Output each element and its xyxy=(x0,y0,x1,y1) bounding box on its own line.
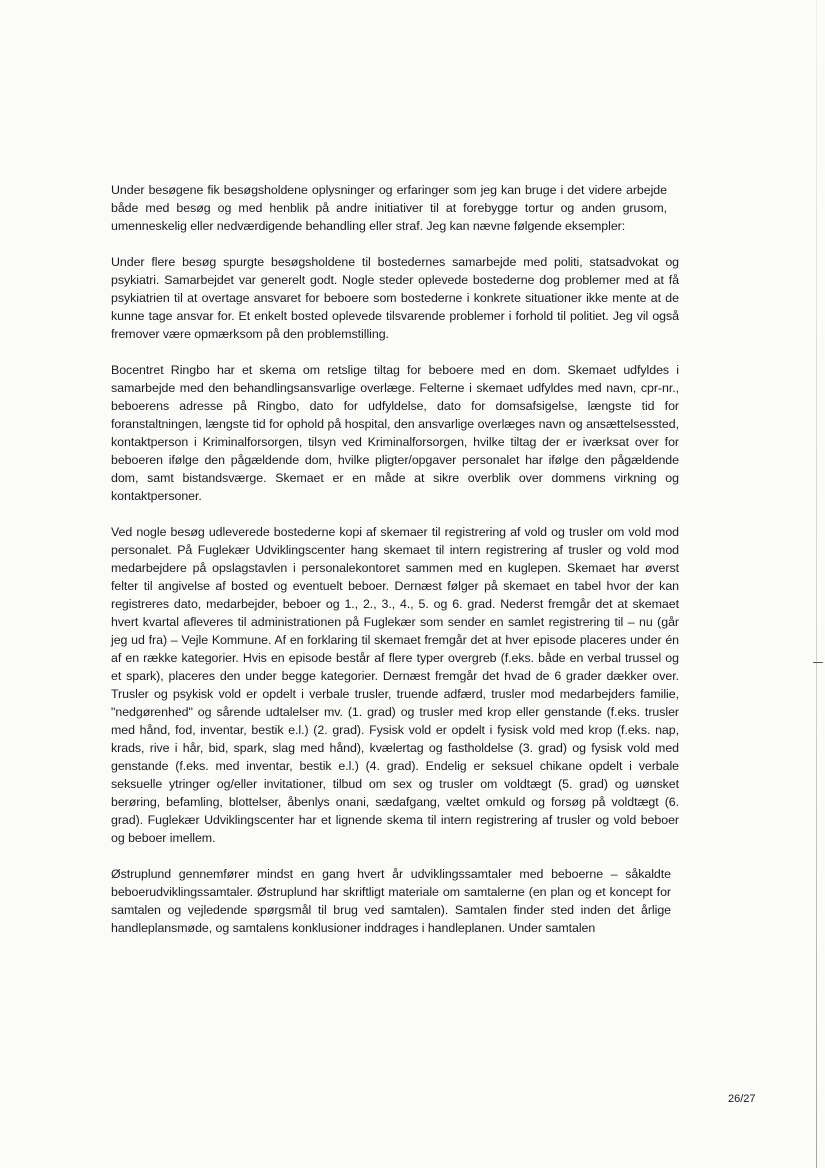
paragraph-intro: Under besøgene fik besøgsholdene oplysninger og erfaringer som jeg kan bruge i det videre arbejde både med besøg og med henblik på andre initiativer til at forebygge tortur og anden grusom, umenneskelig eller nedværdigende behandling eller straf. Jeg kan nævne følgende eksempler: xyxy=(111,183,667,233)
paragraph-ostruplund: Østruplund gennemfører mindst en gang hvert år udviklingssamtaler med beboerne – såkaldte beboerudviklingssamtaler. Østruplund har skriftligt materiale om samtalerne (en plan og et koncept for samtalen og vejledende spørgsmål til brug ved samtalen). Samtalen finder sted inden det årlige handleplansmøde, og samtalens konklusioner inddrages i handleplanen. Under samtalen xyxy=(111,867,671,935)
body-text xyxy=(111,181,683,955)
paragraph-cooperation: Under flere besøg spurgte besøgsholdene til bostedernes samarbejde med politi, statsadvokat og psykiatri. Samarbejdet var generelt godt. Nogle steder oplevede bostederne dog problemer med at få psykiatrien til at overtage ansvaret for beboere som bostederne i konkrete situationer ikke mente at de kunne tage ansvar for. Et enkelt bosted oplevede tilsvarende problemer i forhold til politiet. Jeg vil også fremover være opmærksom på den problemstilling. xyxy=(111,255,679,341)
paragraph-ringbo: Bocentret Ringbo har et skema om retslige tiltag for beboere med en dom. Skemaet udfyldes i samarbejde med den behandlingsansvarlige overlæge. Felterne i skemaet udfyldes med navn, cpr-nr., beboerens adresse på Ringbo, dato for udfyldelse, dato for domsafsigelse, længste tid for foranstaltningen, længste tid for ophold på hospital, den ansvarlige overlæges navn og ansættelsessted, kontaktperson i Kriminalforsorgen, tilsyn ved Kriminalforsorgen, hvilke tiltag der er iværksat over for beboeren ifølge den pågældende dom, hvilke pligter/opgaver personalet har ifølge den pågældende dom, samt bistandsværge. Skemaet er en måde at sikre overblik over dommens virkning og kontaktpersoner. xyxy=(111,363,679,503)
scan-mark xyxy=(813,662,823,663)
paragraph-violence-registration: Ved nogle besøg udleverede bostederne kopi af skemaer til registrering af vold og trusler om vold mod personalet. På Fuglekær Udviklingscenter hang skemaet til intern registrering af trusler og vold mod medarbejdere på opslagstavlen i personalekontoret sammen med en kuglepen. Skemaet har øverst felter til angivelse af bosted og eventuelt beboer. Dernæst følger på skemaet en tabel hvor der kan registreres dato, medarbejder, beboer og 1., 2., 3., 4., 5. og 6. grad. Nederst fremgår det at skemaet hvert kvartal afleveres til administrationen på Fuglekær som sender en samlet registrering til – nu (går jeg ud fra) – Vejle Kommune. Af en forklaring til skemaet fremgår det at hver episode placeres under én af en række kategorier. Hvis en episode består af flere typer overgreb (f.eks. både en verbal trussel og et spark), placeres den under begge kategorier. Dernæst fremgår det hvad de 6 grader dækker over. Trusler og psykisk vold er opdelt i verbale trusler, truende adfærd, trusler mod medarbejders familie, "nedgørenhed" og sårende udtalelser mv. (1. grad) og trusler med krop eller genstande (f.eks. trusler med hånd, fod, inventar, bestik e.l.) (2. grad). Fysisk vold er opdelt i fysisk vold med krop (f.eks. nap, krads, rive i hår, bid, spark, slag med hånd), kvælertag og fastholdelse (3. grad) og fysisk vold med genstande (f.eks. med inventar, bestik e.l.) (4. grad). Endelig er seksuel chikane opdelt i verbale seksuelle ytringer og/eller invitationer, tilbud om sex og trusler om voldtægt (5. grad) og uønsket berøring, befamling, blottelser, åbenlys onani, sædafgang, væltet omkuld og forsøg på voldtægt (6. grad). Fuglekær Udviklingscenter har et lignende skema til intern registrering af trusler og vold beboer og beboer imellem. xyxy=(111,525,679,845)
scan-edge xyxy=(816,0,817,1168)
page-number: 26/27 xyxy=(728,1093,756,1105)
